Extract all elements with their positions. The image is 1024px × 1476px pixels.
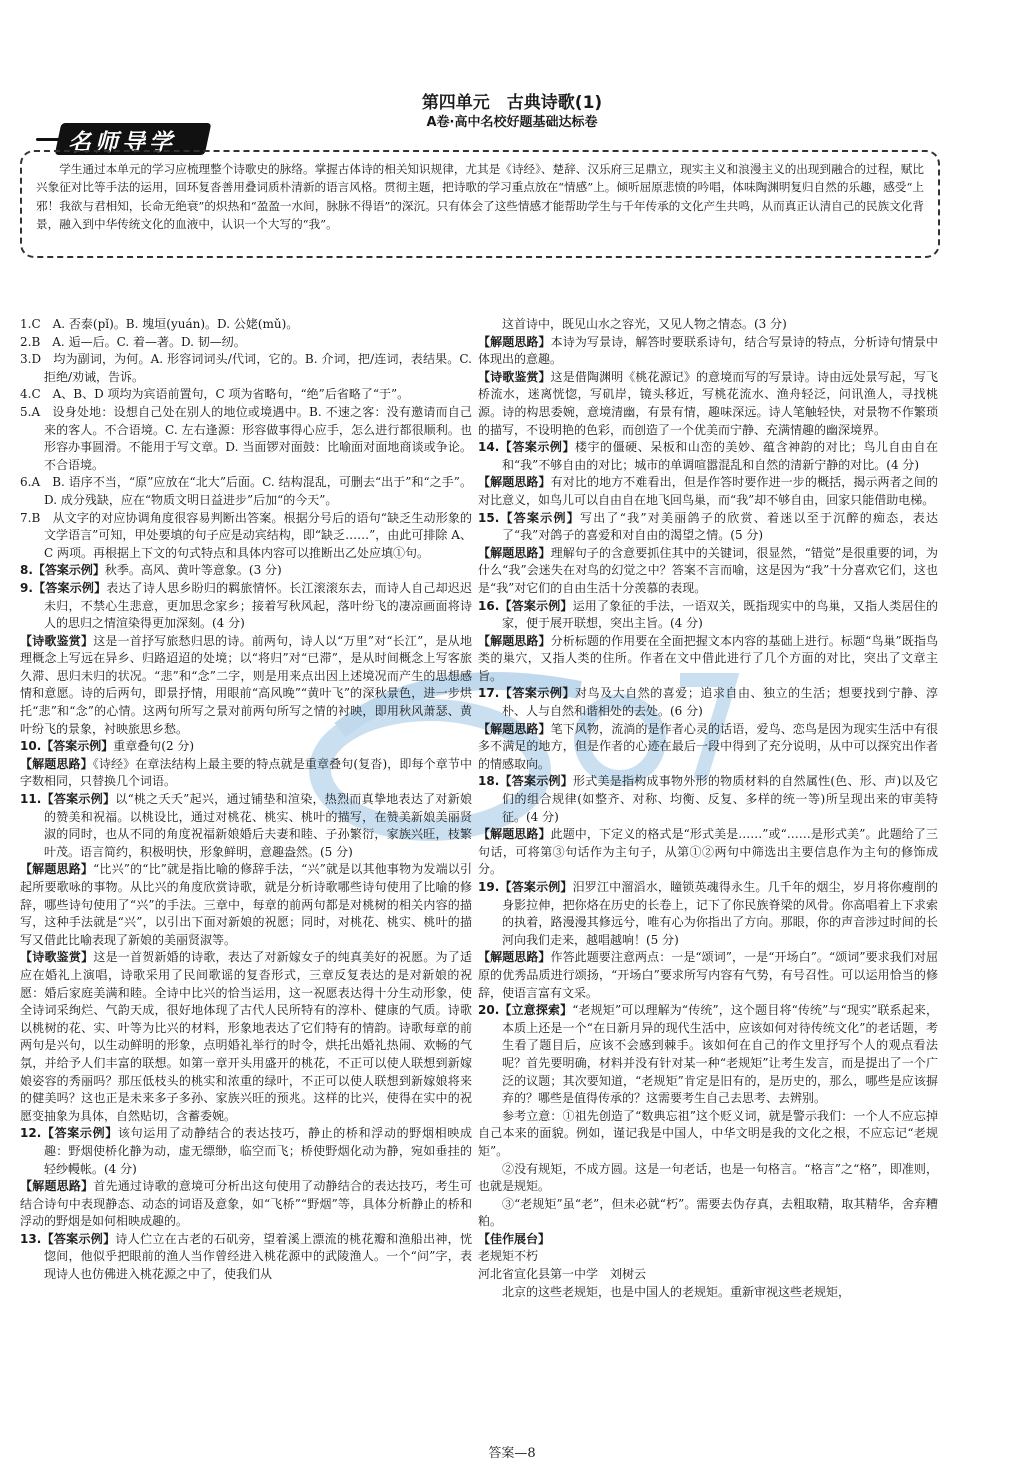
answer-paragraph [478, 316, 938, 334]
answer-text: 笔下风物，流淌的是作者心灵的话语，爱鸟、恋鸟是因为现实生活中有很多不满足的地方，但是作者的心迹在最后一段中得到了充分说明，从中可以探究出作者的情感取向。 [478, 721, 938, 771]
answer-text: 汨罗江中溜滔水，瞳锁英魂得永生。几千年的烟尘，岁月将你瘦削的身影拉伸，把你烙在历史的长卷上，记下了你民族脊梁的风骨。你高唱着上下求索的执着，路漫漫其修远兮，唯有心为你指出了方向。那眼，你的声音涉过时间的长河向我们走来，越唱越响！(5 分) [502, 880, 938, 947]
answer-paragraph [20, 633, 472, 739]
answer-text: “老规矩”可以理解为“传统”，这个题目将“传统”与“现实”联系起来，本质上还是一个“在日新月异的现代生活中，应该如何对待传统文化”的老话题，考生看了题目后，应该不会感到棘手。该如何在自己的作文里抒写个人的观点看法呢？首先要明确，材料并没有针对某一种“老规矩”让考生发言，而是提出了一个广泛的议题；其次要知道，“老规矩”肯定是旧有的，是历史的，那么，哪些是应该摒弃的？哪些是值得传承的？这需要考生自己去思考、去辨别。 [502, 1003, 938, 1106]
answer-paragraph [20, 580, 472, 633]
answer-text: 首先通过诗歌的意境可分析出这句使用了动静结合的表达技巧，考生可结合诗句中表现静态、动态的词语及意象，如“飞桥”“野烟”等，具体分析静止的桥和浮动的野烟是如何相映成趣的。 [20, 1179, 472, 1229]
answer-label: 【解题思路】 [478, 545, 551, 560]
answer-text: 参考立意：①祖先创造了“数典忘祖”这个贬义词，就是警示我们：一个人不应忘掉自己本来的面貌。例如，谨记我是中国人，中华文明是我的文化之根，不应忘记“老规矩”。 [478, 1108, 938, 1158]
answer-label: 15.【答案示例】 [478, 510, 580, 525]
answer-paragraph [478, 949, 938, 1002]
answer-paragraph [478, 879, 938, 949]
answer-paragraph [20, 562, 472, 580]
answer-paragraph [478, 598, 938, 633]
answer-paragraph [20, 1231, 472, 1284]
answer-text: 重章叠句(2 分) [113, 739, 195, 754]
answer-text: 分析标题的作用要在全面把握文本内容的基础上进行。标题“鸟巢”既指鸟类的巢穴，又指人类的住所。作者在文中借此进行了几个方面的对比，突出了文章主旨。 [478, 633, 938, 683]
answer-label: 【解题思路】 [478, 475, 551, 490]
answer-paragraph [478, 633, 938, 686]
answer-paragraph [478, 1108, 938, 1161]
answer-paragraph [478, 334, 938, 369]
answer-paragraph [20, 861, 472, 949]
answer-text: 河北省宣化县第一中学 刘树云 [478, 1267, 647, 1282]
answer-text: “比兴”的“比”就是指比喻的修辞手法，“兴”就是以其他事物为发端以引起所要歌咏的事物。从比兴的角度欣赏诗歌，就是分析诗歌哪些诗句使用了比喻的修辞，哪些诗句使用了“兴”的手法。三章中，每章的前两句都是对桃树的相关内容的描写，这种手法就是“兴”，以引出下面对新娘的祝愿；同时，对桃花、桃实、桃叶的描写又借此比喻表现了新娘的美丽贤淑等。 [20, 862, 472, 947]
answer-text: 这是借陶渊明《桃花源记》的意境而写的写景诗。诗由远处景写起，写飞桥流水，迷离恍惚，写矶岸，镜头移近，写桃花流水、渔舟轻泛，问讯渔人，寻找桃源。诗的构思委婉，意境清幽，有景有情，趣味深远。诗人笔触轻快，对景物不作繁琐的描写，不设明艳的色彩，而创造了一个优美而宁静、充满情趣的幽深境界。 [478, 369, 938, 437]
answer-paragraph [20, 1125, 472, 1178]
answer-text: 表达了诗人思乡盼归的羁旅情怀。长江滚滚东去，而诗人自己却迟迟未归，不禁心生悲意，更加思念家乡；接着写秋风起，落叶纷飞的凄凉画面将诗人的思归之情渲染得更加深刻。(4 分) [44, 580, 472, 631]
answer-text: 4.C A、B、D 项均为宾语前置句，C 项为省略句，“绝”后省略了“于”。 [20, 387, 410, 402]
answer-text: 写出了“我”对美丽鸽子的欣赏、着迷以至于沉醉的痴态，表达了“我”对鸽子的喜爱和对自由的渴望之情。(5 分) [502, 510, 938, 543]
answer-paragraph [478, 369, 938, 439]
answer-paragraph [20, 510, 472, 563]
answer-paragraph [478, 1231, 938, 1249]
answer-label: 19.【答案示例】 [478, 880, 573, 894]
answer-text: 对鸟及大自然的喜爱；追求自由、独立的生活；想要找到宁静、淳朴、人与自然和谐相处的去处。(6 分) [502, 686, 938, 719]
answer-paragraph [20, 756, 472, 791]
answer-paragraph [20, 404, 472, 474]
answer-text: 7.B 从文字的对应协调角度很容易判断出答案。根据分号后的语句“缺乏生动形象的文学语言”可知，甲处要填的句子应是动宾结构，即“缺乏……”，由此可排除 A、C 两项。再根据上下文的句式特点和具体内容可以推断出乙处应填①句。 [20, 510, 472, 560]
answer-text: 这首诗中，既见山水之容光，又见人物之情态。(3 分) [502, 317, 787, 331]
answer-text: 以“桃之夭夭”起兴，通过铺垫和渲染，热烈而真挚地表达了对新娘的赞美和祝福。以桃设比，通过对桃花、桃实、桃叶的描写，在赞美新娘美丽贤淑的同时，也从不同的角度祝福新娘婚后夫妻和睦、子孙繁衍，家族兴旺，枝繁叶茂。语言简约，积极明快，形象鲜明，意趣盎然。(5 分) [44, 792, 472, 859]
answer-label: 【解题思路】 [478, 827, 551, 842]
answer-paragraph [20, 1178, 472, 1231]
answer-paragraph [20, 334, 472, 352]
answer-text: 《诗经》在章法结构上最主要的特点就是重章叠句(复沓)，即每个章节中字数相同，只替换几个词语。 [20, 756, 472, 789]
answer-paragraph [478, 1196, 938, 1231]
answer-label: 【解题思路】 [478, 721, 551, 736]
answer-paragraph [478, 1248, 938, 1266]
answer-text: 5.A 设身处地：设想自己处在别人的地位或境遇中。B. 不速之客：没有邀请而自己来的客人。不合语境。C. 左右逢源：形容做事得心应手，怎么进行都很顺利。也形容办事圆滑。不能用于写文章。D. 当面锣对面鼓：比喻面对面地商谈或争论。不合语境。 [20, 404, 472, 472]
answer-paragraph [478, 1002, 938, 1108]
answer-text: 此题中，下定义的格式是“形式美是……”或“……是形式美”。此题给了三句话，可将第③句话作为主句子，从第①②两句中筛选出主要信息作为主句的修饰成分。 [478, 827, 938, 877]
answer-paragraph [478, 1266, 938, 1284]
teacher-guide-box: 学生通过本单元的学习应梳理整个诗歌史的脉络。掌握古体诗的相关知识规律，尤其是《诗经》、楚辞、汉乐府三足鼎立，现实主义和浪漫主义的出现到融合的过程，赋比兴象征对比等手法的运用，回环复沓善用叠词质朴清新的语言风格。贯彻主题，把诗歌的学习重点放在“情感”上。倾听屈原悲愤的吟唱，体味陶渊明复归自然的乐趣，感受“上邪！我欲与君相知，长命无绝衰”的炽热和“盈盈一水间，脉脉不得语”的深沉。只有体会了这些情感才能帮助学生与千年传承的文化产生共鸣，从而真正认清自己的民族文化背景，融入到中华传统文化的血液中，认识一个大写的“我”。 [20, 150, 940, 258]
answer-paragraph [478, 721, 938, 774]
answer-text: 老规矩不朽 [478, 1249, 539, 1264]
answer-paragraph [478, 510, 938, 545]
answer-label: 14.【答案示例】 [478, 440, 576, 455]
answer-text: 作答此题要注意两点：一是“颂词”，一是“开场白”。“颂词”要求我们对屈原的优秀品质进行颂扬，“开场白”要求所写内容有气势，有号召性。可以运用恰当的修辞，使语言富有文采。 [478, 950, 938, 1000]
badge-label: 名师导学 [68, 129, 176, 156]
answer-paragraph [478, 439, 938, 474]
page-number: 答案—8 [488, 1446, 536, 1461]
answer-label: 17.【答案示例】 [478, 686, 576, 701]
answer-text: 北京的这些老规矩，也是中国人的老规矩。重新审视这些老规矩， [502, 1284, 851, 1299]
answer-label: 【解题思路】 [20, 862, 94, 877]
answer-text: ③“老规矩”虽“老”，但未必就“朽”。需要去伪存真，去粗取精，取其精华，舍弃糟粕。 [478, 1196, 938, 1229]
answer-column-right [478, 316, 938, 1301]
answer-text: 有对比的地方不难看出，但是作答时要作进一步的概括，揭示两者之间的对比意义，如鸟儿可以自由自在地飞回鸟巢，而“我”却不够自由，回家只能借助电梯。 [478, 475, 938, 507]
answer-text: 形式美是指构成事物外形的物质材料的自然属性(色、形、声)以及它们的组合规律(如整齐、对称、均衡、反复、多样的统一等)所呈现出来的审美特征。(4 分) [502, 774, 938, 824]
page-title: 第四单元 古典诗歌(1) [421, 93, 603, 113]
answer-paragraph [20, 738, 472, 756]
answer-paragraph [478, 545, 938, 598]
answer-label: 【诗歌鉴赏】 [20, 633, 94, 648]
answer-text: 这是一首抒写旅愁归思的诗。前两句，诗人以“万里”对“长江”，是从地理概念上写远在异乡、归路迢迢的处境；以“将归”对“已滞”，是从时间概念上写客旅久滞、思归未归的状况。“悲”和“念”二字，则是用来点出因上述境况而产生的思想感情和意愿。诗的后两句，即景抒情，用眼前“高风晚”“黄叶飞”的深秋景色，进一步烘托“悲”和“念”的心情。这两句所写之景对前两句所写之情的衬映，即用秋风萧瑟、黄叶纷飞的景象，衬映旅思乡愁。 [20, 633, 472, 736]
page-subtitle: A卷·高中名校好题基础达标卷 [426, 115, 598, 130]
answer-paragraph [20, 351, 472, 386]
answer-paragraph [20, 316, 472, 334]
answer-text: 秋季。高风、黄叶等意象。(3 分) [104, 563, 282, 578]
answer-paragraph [20, 949, 472, 1125]
answer-paragraph [478, 1161, 938, 1196]
answer-text: 3.D 均为副词，为何。A. 形容词词头/代词，它的。B. 介词，把/连词，表结果。C. 拒绝/劝诫，告诉。 [20, 352, 472, 384]
answer-text: ②没有规矩，不成方圆。这是一句老话，也是一句格言。“格言”之“格”，即准则，也就是规矩。 [478, 1161, 938, 1194]
answer-text: 2.B A. 逅—后。C. 着—著。D. 韧—纫。 [20, 334, 246, 349]
answer-text: 理解句子的含意要抓住其中的关键词，很显然，“错觉”是很重要的词，为什么“我”会迷失在对鸟的幻觉之中？答案不言而喻，这是因为“我”十分喜欢它们，这也是“我”对它们的自由生活十分羡慕的表现。 [478, 545, 938, 595]
answer-label: 18.【答案示例】 [478, 774, 574, 789]
answer-paragraph [20, 474, 472, 509]
answer-label: 【诗歌鉴赏】 [20, 950, 94, 965]
answer-label: 【解题思路】 [20, 1179, 94, 1194]
answer-label: 9.【答案示例】 [20, 580, 107, 595]
answer-label: 8.【答案示例】 [20, 563, 105, 578]
answer-label: 【解题思路】 [478, 950, 551, 965]
answer-label: 【诗歌鉴赏】 [478, 369, 551, 384]
answer-text: 这是一首贺新婚的诗歌，表达了对新嫁女子的纯真美好的祝愿。为了适应在婚礼上演唱，诗歌采用了民间歌谣的复沓形式，三章反复表达的是对新娘的祝愿：婚后家庭美满和睦。全诗中比兴的恰当运用，这一祝愿表达得十分生动形象，使全诗词采绚烂、气韵天成，很好地体现了古代人民所特有的淳朴、健康的气质。诗歌以桃树的花、实、叶等为比兴的材料，形象地表达了它们特有的情韵。诗歌每章的前两句是兴句，以生动鲜明的形象，点明婚礼举行的时令，烘托出婚礼热闹、欢畅的气氛，并给予人们丰富的联想。如第一章开头用盛开的桃花，不正可以使人联想到新嫁娘姿容的秀丽吗？那压低枝头的桃实和浓重的绿叶，不正可以使人联想到新嫁娘将来的健美吗？这也正是未来多子多孙、家族兴旺的预兆。这样的比兴，使得在实中的祝愿变抽象为具体，自然贴切，含蓄委婉。 [20, 950, 472, 1123]
answer-text: 6.A B. 语序不当，“原”应放在“北大”后面。C. 结构混乱，可删去“出于”和“之手”。D. 成分残缺，应在“物质文明日益进步”后加“的今天”。 [20, 475, 472, 507]
answer-label: 16.【答案示例】 [478, 598, 573, 613]
answer-label: 20.【立意探索】 [478, 1003, 573, 1018]
answer-text: 楼宇的僵硬、呆板和山峦的美妙、蕴含神韵的对比；鸟儿自由自在和“我”不够自由的对比；城市的单调喧嚣混乱和自然的清新宁静的对比。(4 分) [502, 440, 938, 472]
answer-text: 1.C A. 否泰(pǐ)。B. 塊垣(yuán)。D. 公姥(mǔ)。 [20, 317, 299, 331]
answer-text: 本诗为写景诗，解答时要联系诗句，结合写景诗的特点，分析诗句情景中体现出的意趣。 [478, 334, 938, 367]
answer-paragraph [478, 685, 938, 720]
answer-text: 运用了象征的手法，一语双关，既指现实中的鸟巢，又指人类居住的家，便于展开联想，突出主旨。(4 分) [502, 598, 938, 631]
answer-paragraph [478, 826, 938, 879]
answer-text: 诗人伫立在古老的石矶旁，望着溪上漂流的桃花瓣和渔船出神，恍惚间，他似乎把眼前的渔人当作曾经进入桃花源中的武陵渔人。一个“问”字，表现诗人也仿佛进入桃花源之中了，使我们从 [44, 1231, 472, 1282]
answer-paragraph [20, 386, 472, 404]
answer-label: 12.【答案示例】 [20, 1126, 118, 1141]
answer-column-left [20, 316, 472, 1284]
answer-paragraph [478, 1284, 938, 1302]
answer-paragraph [20, 791, 472, 861]
answer-text: 该句运用了动静结合的表达技巧，静止的桥和浮动的野烟相映成趣：野烟使桥化静为动，虚无缥缈，临空而飞；桥使野烟化动为静，宛如垂挂的轻纱幔帐。(4 分) [44, 1126, 472, 1176]
answer-label: 11.【答案示例】 [20, 792, 116, 807]
answer-paragraph [478, 474, 938, 509]
answer-label: 【解题思路】 [478, 334, 551, 349]
answer-label: 【解题思路】 [20, 756, 93, 771]
answer-label: 13.【答案示例】 [20, 1231, 116, 1246]
answer-paragraph [478, 773, 938, 826]
answer-label: 【佳作展台】 [478, 1231, 551, 1246]
answer-label: 10.【答案示例】 [20, 739, 114, 754]
answer-label: 【解题思路】 [478, 633, 551, 648]
